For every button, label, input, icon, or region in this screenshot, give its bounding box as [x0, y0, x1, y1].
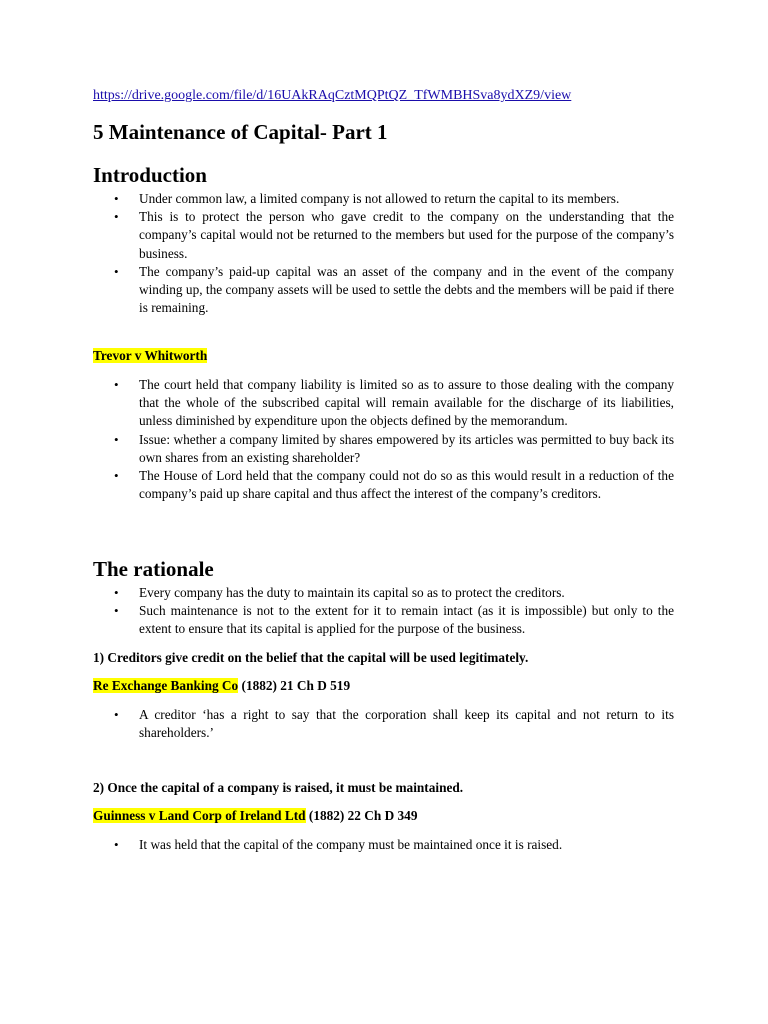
- bullet-icon: •: [114, 431, 119, 447]
- introduction-heading: Introduction: [93, 163, 207, 187]
- drive-link[interactable]: https://drive.google.com/file/d/16UAkRAqCztMQPtQZ_TfWMBHSva8ydXZ9/view: [93, 88, 572, 103]
- case-heading-exchange: [93, 678, 350, 694]
- rationale-list: [93, 584, 674, 639]
- list-item: • Every company has the duty to maintain its capital so as to protect the creditors.: [93, 584, 674, 602]
- list-item: • Issue: whether a company limited by shares empowered by its articles was permitted to buy back its own shares from an existing shareholder?: [114, 431, 674, 465]
- point-two: 2) Once the capital of a company is raised, it must be maintained.: [93, 780, 464, 795]
- rationale-heading: The rationale: [93, 557, 214, 581]
- case-heading-guinness: [93, 808, 417, 824]
- case-citation: (1882) 22 Ch D 349: [305, 808, 418, 823]
- case-citation: (1882) 21 Ch D 519: [238, 678, 351, 693]
- bullet-icon: •: [114, 263, 119, 279]
- introduction-list: [93, 190, 674, 317]
- guinness-list: [93, 836, 674, 854]
- bullet-icon: •: [114, 209, 119, 225]
- case-name: Trevor v Whitworth: [93, 348, 208, 363]
- bullet-icon: •: [114, 707, 119, 722]
- list-item: • The company’s paid-up capital was an asset of the company and in the event of the company winding up, the company assets will be used to settle the debts and the members will be paid if there is remaining.: [114, 263, 674, 316]
- bullet-icon: •: [114, 603, 119, 619]
- trevor-list: [93, 376, 674, 503]
- bullet-icon: •: [114, 468, 119, 484]
- case-heading-trevor: [93, 348, 207, 364]
- list-item: • The House of Lord held that the company could not do so as this would result in a reduction of the company’s paid up share capital and thus affect the interest of the company’s creditors.: [114, 468, 674, 502]
- bullet-icon: •: [114, 191, 119, 206]
- case-name: Re Exchange Banking Co: [93, 678, 239, 693]
- list-item: • It was held that the capital of the company must be maintained once it is raised.: [93, 836, 674, 854]
- bullet-icon: •: [114, 837, 119, 852]
- exchange-list: [93, 706, 674, 742]
- list-item: • Such maintenance is not to the extent for it to remain intact (as it is impossible) but only to the extent to ensure that its capital is applied for the purpose of the business.: [114, 603, 674, 637]
- page-title: 5 Maintenance of Capital- Part 1: [93, 120, 388, 144]
- list-item: • A creditor ‘has a right to say that the corporation shall keep its capital and not return to its shareholders.’: [114, 707, 674, 741]
- list-item: • Under common law, a limited company is not allowed to return the capital to its members.: [93, 190, 674, 208]
- point-one: 1) Creditors give credit on the belief that the capital will be used legitimately.: [93, 650, 529, 665]
- bullet-icon: •: [114, 585, 119, 600]
- list-item: • The court held that company liability is limited so as to assure to those dealing with the company that the whole of the subscribed capital will remain available for the discharge of its liabilities, unless diminished by expenditure upon the objects defined by the memorandum.: [114, 377, 674, 429]
- bullet-icon: •: [114, 377, 119, 392]
- case-name: Guinness v Land Corp of Ireland Ltd: [93, 808, 306, 823]
- list-item: • This is to protect the person who gave credit to the company on the understanding that the company’s capital would not be returned to the members but used for the purpose of the company’s business.: [114, 209, 674, 261]
